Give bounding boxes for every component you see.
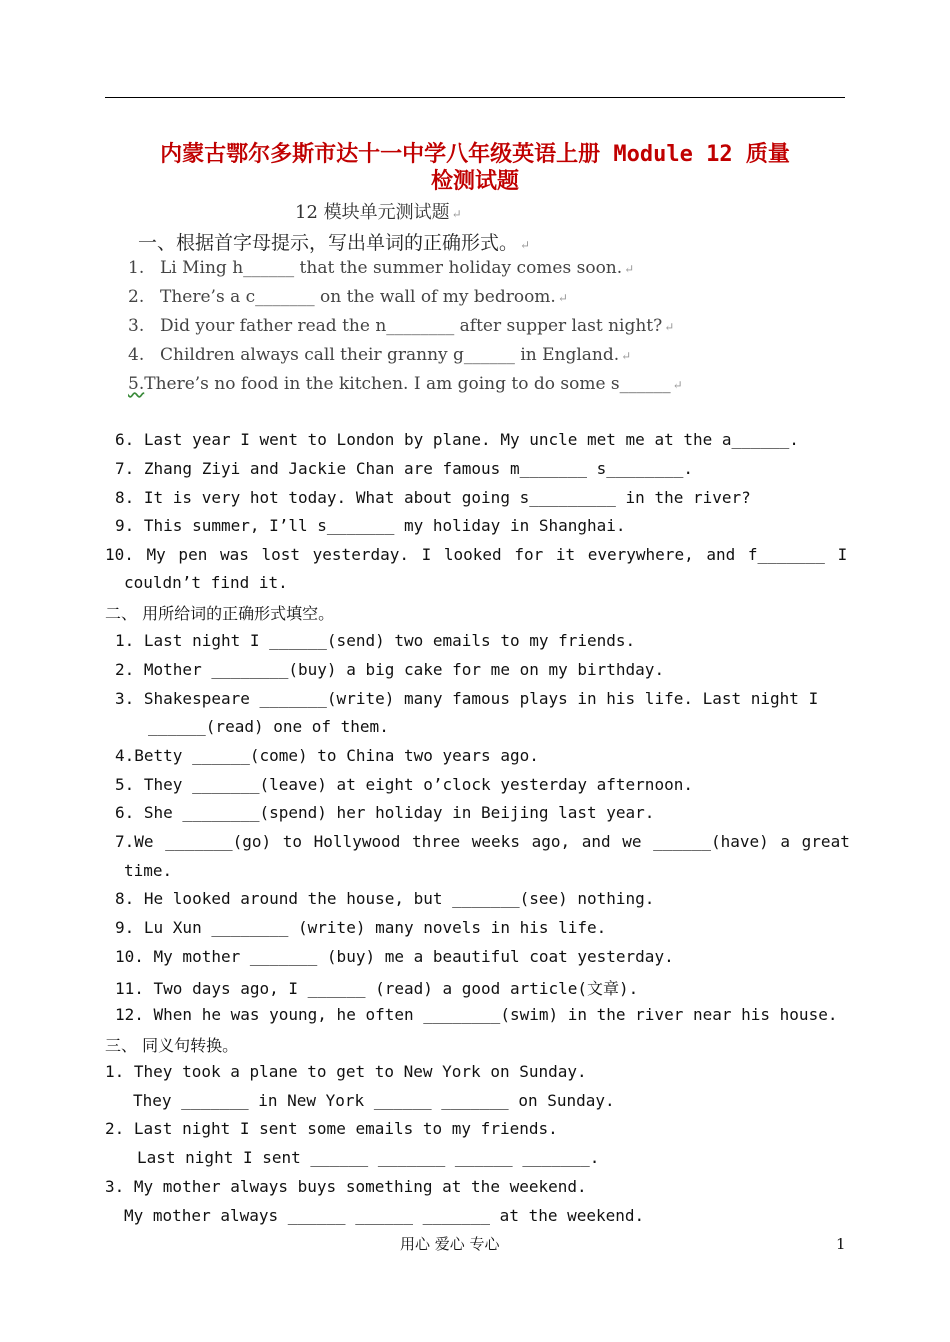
- question-2-2: 2. Mother ________(buy) a big cake for me on my birthday.: [115, 660, 665, 679]
- question-3-2: 2. Last night I sent some emails to my friends.: [105, 1119, 558, 1138]
- document-title-line-2: 检测试题: [430, 169, 519, 194]
- question-2-11: 11. Two days ago, I ______ (read) a good article(文章).: [115, 979, 639, 998]
- question-3-2-answer-line: Last night I sent ______ _______ ______ _______.: [137, 1148, 600, 1167]
- scanned-question-1: 1. Li Ming h______ that the summer holiday comes soon. ↵: [128, 258, 635, 278]
- header-rule: [105, 97, 845, 98]
- question-1-10-continued: couldn’t find it.: [124, 573, 288, 592]
- section-2-heading: 二、 用所给词的正确形式填空。: [105, 604, 335, 623]
- question-2-3: 3. Shakespeare _______(write) many famous plays in his life. Last night I: [115, 689, 819, 708]
- question-2-4: 4.Betty ______(come) to China two years ago.: [115, 746, 539, 765]
- question-1-8: 8. It is very hot today. What about going s_________ in the river?: [115, 488, 751, 507]
- question-1-10: 10. My pen was lost yesterday. I looked for it everywhere, and f_______ I: [105, 545, 848, 564]
- scanned-question-5: 5.There’s no food in the kitchen. I am going to do some s______ ↵: [128, 374, 683, 394]
- question-2-5: 5. They _______(leave) at eight o’clock yesterday afternoon.: [115, 775, 693, 794]
- scanned-question-4: 4. Children always call their granny g______ in England. ↵: [128, 345, 632, 365]
- page-number: 1: [836, 1235, 846, 1253]
- question-2-7: 7.We _______(go) to Hollywood three weeks ago, and we ______(have) a great: [115, 832, 850, 851]
- question-2-8: 8. He looked around the house, but _______(see) nothing.: [115, 889, 655, 908]
- question-2-7-continued: time.: [124, 861, 173, 880]
- question-2-12: 12. When he was young, he often ________(swim) in the river near his house.: [115, 1005, 838, 1024]
- scanned-question-3: 3. Did your father read the n________ after supper last night? ↵: [128, 316, 675, 336]
- document-title-line-1: 内蒙古鄂尔多斯市达十一中学八年级英语上册 Module 12 质量: [160, 142, 790, 167]
- question-3-1-answer-line: They _______ in New York ______ _______ on Sunday.: [133, 1091, 615, 1110]
- page-footer: 用心 爱心 专心: [400, 1235, 500, 1253]
- question-2-3-continued: ______(read) one of them.: [148, 717, 389, 736]
- question-3-3-answer-line: My mother always ______ ______ _______ at the weekend.: [124, 1206, 645, 1225]
- section-3-heading: 三、 同义句转换。: [105, 1036, 239, 1055]
- question-3-3: 3. My mother always buys something at the weekend.: [105, 1177, 587, 1196]
- question-1-9: 9. This summer, I’ll s_______ my holiday in Shanghai.: [115, 516, 626, 535]
- question-2-6: 6. She ________(spend) her holiday in Beijing last year.: [115, 803, 655, 822]
- question-1-7: 7. Zhang Ziyi and Jackie Chan are famous m_______ s________.: [115, 459, 693, 478]
- scanned-section-heading: 一、根据首字母提示，写出单词的正确形式。 ↵: [138, 232, 531, 254]
- question-2-1: 1. Last night I ______(send) two emails to my friends.: [115, 631, 636, 650]
- scanned-question-2: 2. There’s a c_______ on the wall of my bedroom. ↵: [128, 287, 568, 307]
- question-3-1: 1. They took a plane to get to New York on Sunday.: [105, 1062, 587, 1081]
- question-2-10: 10. My mother _______ (buy) me a beautiful coat yesterday.: [115, 947, 674, 966]
- question-1-6: 6. Last year I went to London by plane. My uncle met me at the a______.: [115, 430, 799, 449]
- question-2-9: 9. Lu Xun ________ (write) many novels in his life.: [115, 918, 607, 937]
- scanned-subtitle: 12 模块单元测试题 ↵: [295, 202, 462, 223]
